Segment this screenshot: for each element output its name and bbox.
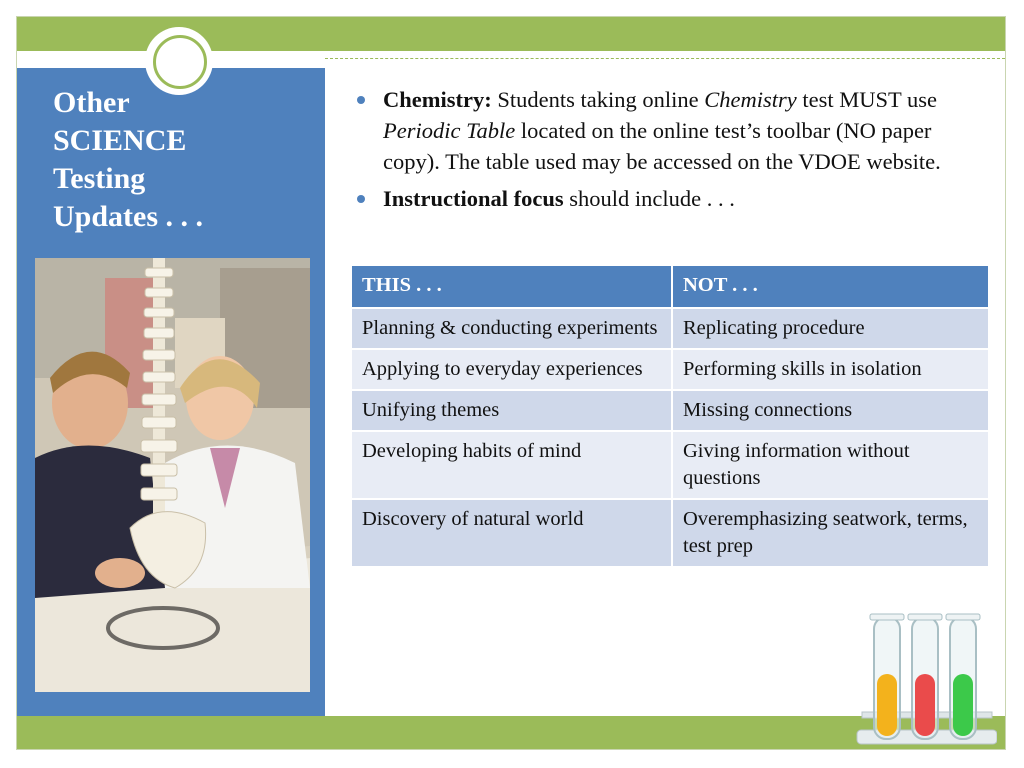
table-cell: Giving information without questions [672, 431, 989, 499]
bullet-text: located on the online test’s toolbar (NO paper copy). The table used may be accessed on the VDOE website. [383, 118, 941, 174]
table-cell: Unifying themes [351, 390, 672, 431]
slide-title [53, 84, 313, 236]
bullet-label: Instructional focus [383, 186, 564, 211]
table-row [351, 499, 989, 567]
test-tubes-illustration [852, 612, 997, 752]
photo-illustration [35, 258, 310, 692]
table-cell: Replicating procedure [672, 308, 989, 349]
emblem-outer-ring [153, 35, 207, 89]
bullet-italic: Chemistry [704, 87, 797, 112]
bullet-text: should include . . . [563, 186, 735, 211]
focus-table [350, 264, 990, 568]
table-cell: Missing connections [672, 390, 989, 431]
bullet-instructional-focus [355, 183, 990, 214]
table-cell: Overemphasizing seatwork, terms, test prep [672, 499, 989, 567]
bullet-text: Students taking online [491, 87, 705, 112]
table-row [351, 308, 989, 349]
bullet-list [355, 84, 990, 220]
test-tubes-icon [852, 612, 997, 752]
title-line: Testing [53, 162, 146, 195]
bullet-italic: Periodic Table [383, 118, 516, 143]
table-row [351, 390, 989, 431]
bullet-dot [357, 96, 365, 104]
title-line: SCIENCE [53, 124, 187, 157]
teachers-with-spine-model-photo [35, 258, 310, 692]
table-row [351, 431, 989, 499]
table-row [351, 349, 989, 390]
table-cell: Developing habits of mind [351, 431, 672, 499]
table-cell: Performing skills in isolation [672, 349, 989, 390]
bullet-text: test MUST use [796, 87, 937, 112]
table-cell: Planning & conducting experiments [351, 308, 672, 349]
table-cell: Applying to everyday experiences [351, 349, 672, 390]
header-not: NOT . . . [672, 265, 989, 308]
bullet-label: Chemistry: [383, 87, 492, 112]
bullet-dot [357, 195, 365, 203]
title-line: Updates . . . [53, 200, 204, 233]
header-this: THIS . . . [351, 265, 672, 308]
table-cell: Discovery of natural world [351, 499, 672, 567]
bullet-chemistry [355, 84, 990, 177]
table-header-row [351, 265, 989, 308]
dashed-divider [325, 58, 1005, 59]
title-line: Other [53, 86, 130, 119]
